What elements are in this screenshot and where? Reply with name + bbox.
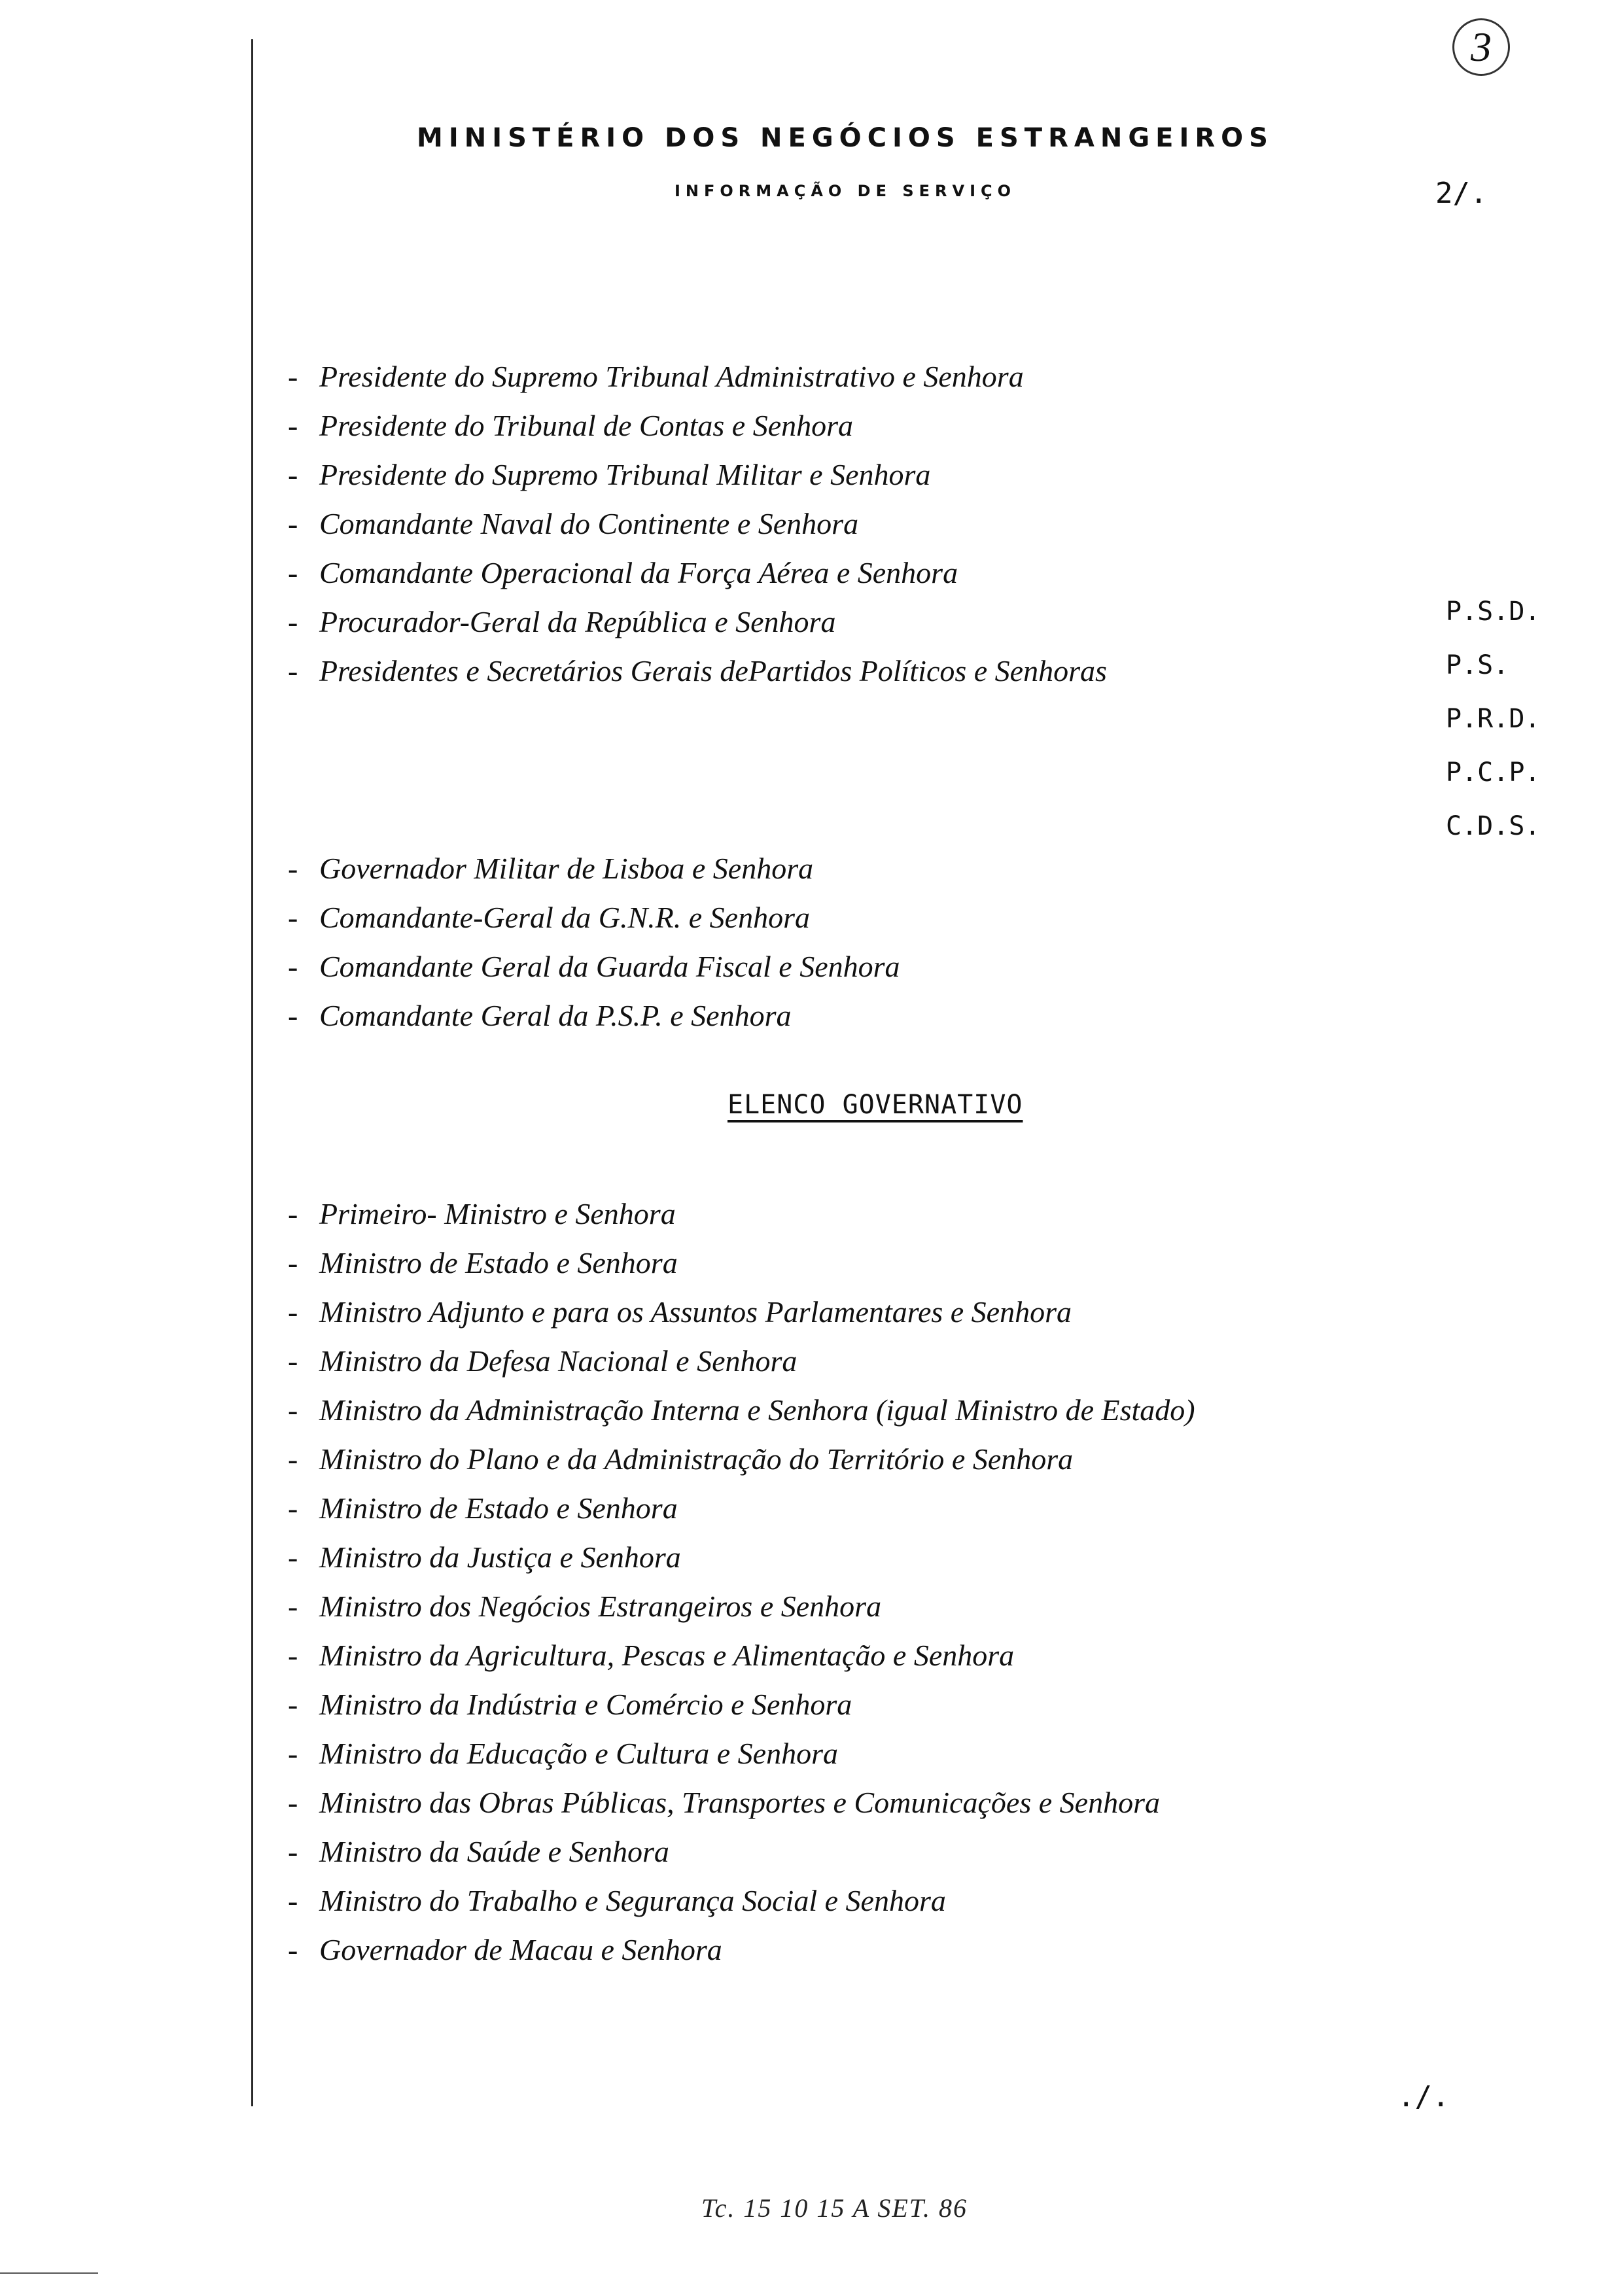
list-item <box>288 1435 1195 1484</box>
guest-list-government <box>288 1189 1195 1974</box>
list-item <box>288 1533 1195 1582</box>
list-item <box>288 1385 1195 1435</box>
list-bullet-dash: - <box>288 1639 298 1672</box>
list-bullet-dash: - <box>288 654 298 687</box>
list-item-text: Comandante Geral da P.S.P. e Senhora <box>319 999 792 1032</box>
party-abbreviation <box>1446 638 1541 692</box>
list-item <box>288 942 900 991</box>
list-item-text: P.C.P. <box>1446 757 1541 788</box>
list-bullet-dash: - <box>288 1540 298 1574</box>
party-abbreviation <box>1446 799 1541 853</box>
list-item-text: Ministro da Agricultura, Pescas e Alimentação e Senhora <box>319 1639 1015 1672</box>
list-item <box>288 1729 1195 1778</box>
list-bullet-dash: - <box>288 1442 298 1476</box>
list-item-text: Ministro da Educação e Cultura e Senhora <box>319 1737 838 1770</box>
list-item <box>288 1287 1195 1336</box>
list-bullet-dash: - <box>288 1786 298 1819</box>
list-item-text: Procurador-Geral da República e Senhora <box>319 605 836 638</box>
list-bullet-dash: - <box>288 1737 298 1770</box>
list-bullet-dash: - <box>288 1688 298 1721</box>
list-item-text: Governador Militar de Lisboa e Senhora <box>319 852 814 885</box>
list-item <box>288 844 900 893</box>
section-heading: ELENCO GOVERNATIVO <box>727 1090 1023 1120</box>
footer-rule <box>0 2272 98 2274</box>
list-item <box>288 1189 1195 1238</box>
list-bullet-dash: - <box>288 605 298 638</box>
list-item <box>288 1876 1195 1925</box>
list-bullet-dash: - <box>288 999 298 1032</box>
list-item-text: Ministro do Trabalho e Segurança Social e Senhora <box>319 1884 946 1917</box>
list-item-text: Comandante Operacional da Força Aérea e Senhora <box>319 556 958 589</box>
list-item <box>288 1238 1195 1287</box>
list-item <box>288 646 1107 695</box>
list-bullet-dash: - <box>288 1933 298 1966</box>
list-item-text: Ministro do Plano e da Administração do Território e Senhora <box>319 1442 1074 1476</box>
party-abbreviation <box>1446 585 1541 638</box>
list-item-text: C.D.S. <box>1446 811 1541 841</box>
list-bullet-dash: - <box>288 360 298 393</box>
list-bullet-dash: - <box>288 950 298 983</box>
page-number: 2/. <box>1435 177 1488 210</box>
list-item-text: Ministro da Justiça e Senhora <box>319 1540 681 1574</box>
list-item-text: P.S.D. <box>1446 597 1541 627</box>
list-item-text: Ministro dos Negócios Estrangeiros e Senhora <box>319 1590 882 1623</box>
list-item <box>288 1827 1195 1876</box>
list-bullet-dash: - <box>288 1590 298 1623</box>
list-item-text: Ministro da Indústria e Comércio e Senhora <box>319 1688 852 1721</box>
list-bullet-dash: - <box>288 507 298 540</box>
list-bullet-dash: - <box>288 556 298 589</box>
list-item <box>288 401 1107 450</box>
list-item <box>288 1778 1195 1827</box>
list-bullet-dash: - <box>288 852 298 885</box>
list-item-text: Ministro Adjunto e para os Assuntos Parlamentares e Senhora <box>319 1295 1072 1329</box>
ministry-subtitle: INFORMAÇÃO DE SERVIÇO <box>674 182 1017 200</box>
list-bullet-dash: - <box>288 1197 298 1230</box>
list-item <box>288 1582 1195 1631</box>
list-item <box>288 1925 1195 1974</box>
list-item <box>288 597 1107 646</box>
party-abbreviation-list <box>1446 585 1541 853</box>
list-item-text: Presidentes e Secretários Gerais dePartidos Políticos e Senhoras <box>319 654 1107 687</box>
list-item-text: Ministro de Estado e Senhora <box>319 1246 678 1279</box>
list-item-text: Ministro da Defesa Nacional e Senhora <box>319 1344 797 1378</box>
list-item-text: P.R.D. <box>1446 704 1541 734</box>
guest-list-officials <box>288 352 1107 695</box>
list-bullet-dash: - <box>288 901 298 934</box>
list-item-text: Governador de Macau e Senhora <box>319 1933 722 1966</box>
list-item <box>288 1336 1195 1385</box>
party-abbreviation <box>1446 746 1541 799</box>
list-item <box>288 450 1107 499</box>
list-item <box>288 352 1107 401</box>
list-item <box>288 893 900 942</box>
list-item <box>288 499 1107 548</box>
list-bullet-dash: - <box>288 1344 298 1378</box>
list-item <box>288 991 900 1040</box>
list-item-text: Comandante Naval do Continente e Senhora <box>319 507 859 540</box>
list-item-text: Ministro da Administração Interna e Senhora (igual Ministro de Estado) <box>319 1393 1195 1427</box>
list-bullet-dash: - <box>288 409 298 442</box>
list-bullet-dash: - <box>288 1246 298 1279</box>
list-item <box>288 548 1107 597</box>
party-abbreviation <box>1446 692 1541 746</box>
continuation-mark: ./. <box>1397 2080 1450 2113</box>
list-item-text: Ministro de Estado e Senhora <box>319 1491 678 1525</box>
list-bullet-dash: - <box>288 458 298 491</box>
page-circle-mark: 3 <box>1452 18 1510 76</box>
list-bullet-dash: - <box>288 1835 298 1868</box>
ministry-title: MINISTÉRIO DOS NEGÓCIOS ESTRANGEIROS <box>417 123 1274 153</box>
list-item-text: Ministro das Obras Públicas, Transportes e Comunicações e Senhora <box>319 1786 1160 1819</box>
guest-list-commanders <box>288 844 900 1040</box>
list-bullet-dash: - <box>288 1491 298 1525</box>
list-item <box>288 1484 1195 1533</box>
list-item-text: P.S. <box>1446 650 1509 680</box>
margin-rule <box>251 39 253 2106</box>
list-item-text: Presidente do Tribunal de Contas e Senhora <box>319 409 854 442</box>
list-item-text: Primeiro- Ministro e Senhora <box>319 1197 676 1230</box>
list-bullet-dash: - <box>288 1295 298 1329</box>
list-item-text: Comandante Geral da Guarda Fiscal e Senhora <box>319 950 900 983</box>
list-bullet-dash: - <box>288 1884 298 1917</box>
list-item-text: Comandante-Geral da G.N.R. e Senhora <box>319 901 810 934</box>
list-item <box>288 1680 1195 1729</box>
list-item <box>288 1631 1195 1680</box>
list-bullet-dash: - <box>288 1393 298 1427</box>
list-item-text: Presidente do Supremo Tribunal Administrativo e Senhora <box>319 360 1024 393</box>
handwritten-footer-note: Tc. 15 10 15 A SET. 86 <box>701 2193 968 2223</box>
list-item-text: Ministro da Saúde e Senhora <box>319 1835 669 1868</box>
list-item-text: Presidente do Supremo Tribunal Militar e Senhora <box>319 458 931 491</box>
